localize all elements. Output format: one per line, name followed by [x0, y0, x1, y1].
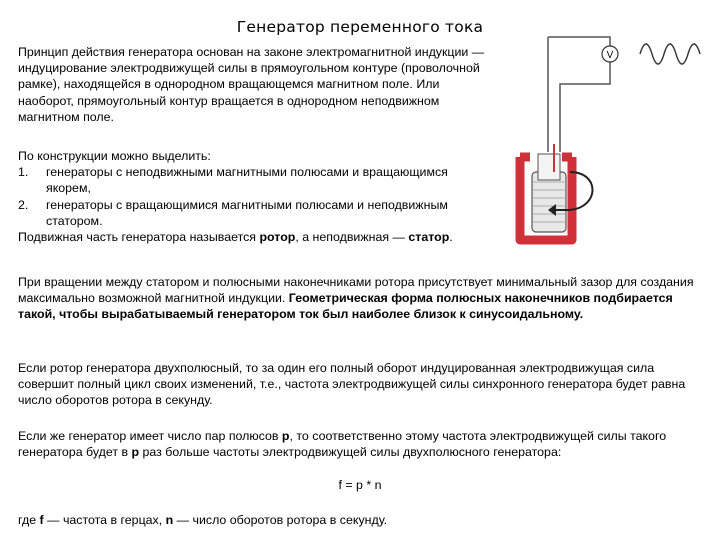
generator-illustration [490, 22, 720, 262]
p5-text-b: — частота в герцах, [43, 513, 166, 527]
p5-var-n: n [165, 513, 174, 527]
sine-wave-icon [640, 44, 700, 64]
p2-bold-text: Геометрическая форма полюсных наконечников подбирается такой, чтобы вырабатываемый генератором ток был наиболее близок к синусоидальному. [18, 291, 673, 322]
list-item-text: генераторы с неподвижными магнитными полюсами и вращающимся якорем, [46, 165, 448, 196]
wire-right [560, 62, 610, 152]
p4-text-c: раз больше частоты электродвижущей силы двухполюсного генератора: [139, 445, 562, 460]
generator-diagram [490, 22, 720, 262]
list-heading: По конструкции можно выделить: [18, 149, 211, 163]
list-item [18, 197, 488, 229]
p4-var-p-2: p [131, 445, 140, 460]
rotor-stator-sentence [18, 229, 488, 245]
voltmeter-icon [602, 46, 618, 62]
construction-list [18, 148, 488, 245]
wire-top [548, 37, 610, 46]
rotor-text-b: , а неподвижная — [295, 230, 409, 245]
p5-text-a: где [18, 513, 40, 527]
rotor-text-end: . [449, 230, 453, 245]
intro-paragraph: Принцип действия генератора основан на законе электромагнитной индукции — индуцирование электродвижущей силы в прямоугольном контуре (проволочной рамке), находящейся в однородном вращающемся магнитном поле. Или наоборот, прямоугольный контур вращается в однородном неподвижном магнитном поле. [18, 45, 485, 124]
rotor-gap-paragraph [18, 274, 708, 323]
p4-var-p: p [281, 429, 290, 443]
stator-term: статор [408, 230, 450, 245]
two-pole-paragraph: Если ротор генератора двухполюсный, то за один его полный оборот индуцированная электродвижущая сила совершит полный цикл своих изменений, т.е., частота электродвижущей силы синхронного генератора будет равна число оборотов ротора в секунду. [18, 361, 686, 408]
formula-legend [18, 512, 708, 528]
p4-text-a: Если же генератор имеет число пар полюсов [18, 429, 282, 443]
rotor-text-a: Подвижная часть генератора называется [18, 230, 260, 245]
page-title: Генератор переменного тока [236, 18, 484, 36]
pole-pairs-paragraph [18, 428, 708, 460]
armature-coil-icon [532, 144, 566, 232]
list-item [18, 164, 488, 196]
voltmeter-label: V [606, 50, 614, 61]
list-item-number: 2. [18, 197, 29, 212]
p2-text: При вращении между статором и полюсными наконечниками ротора присутствует минимальный зазор для создания максимально возможной магнитной индукции. [18, 275, 694, 306]
list-item-text: генераторы с вращающимися магнитными полюсами и неподвижным статором. [46, 197, 448, 228]
frequency-formula: f = p * n [338, 478, 382, 492]
p4-text-b: , то соответственно этому частота электродвижущей силы такого генератора будет в [18, 429, 667, 460]
rotor-term: ротор [259, 230, 296, 245]
list-item-number: 1. [18, 165, 29, 180]
p5-var-f: f [39, 513, 44, 527]
p5-text-c: — число оборотов ротора в секунду. [173, 513, 388, 527]
